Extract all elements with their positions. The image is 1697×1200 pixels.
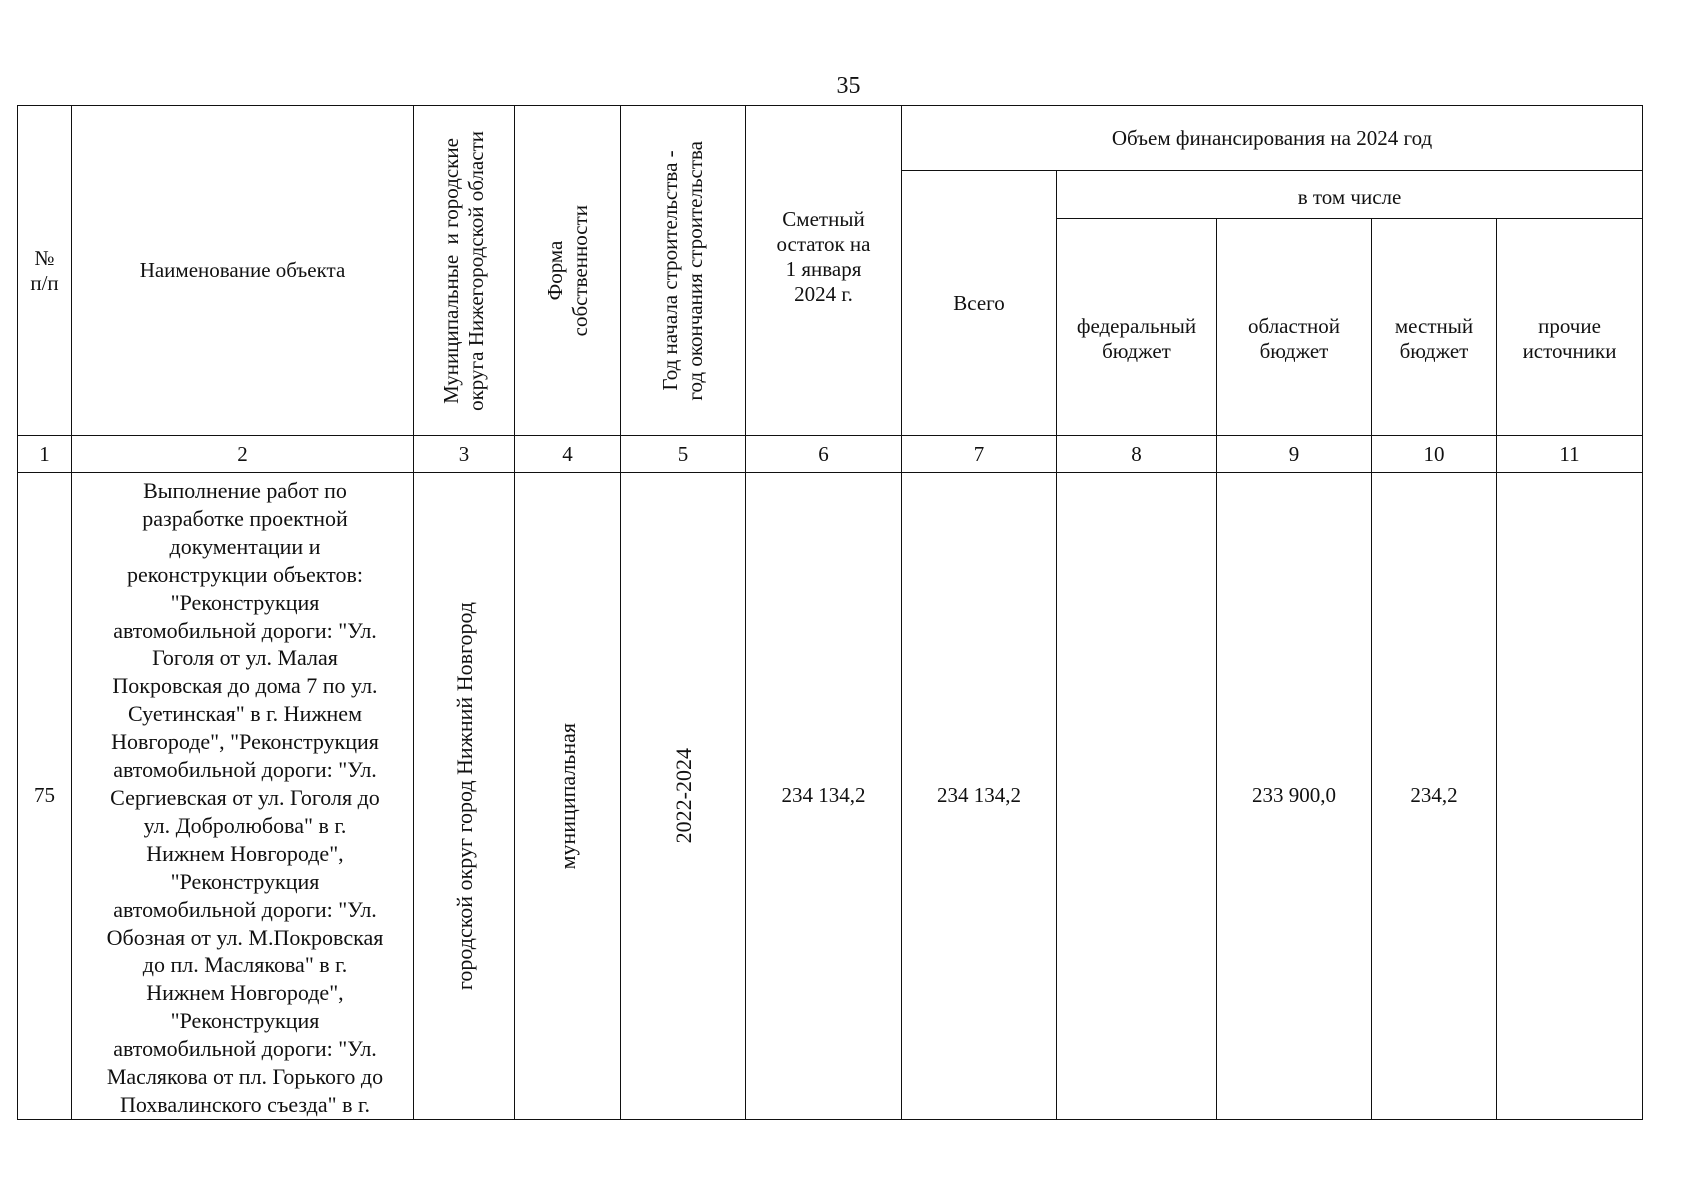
row-other [1497, 473, 1643, 1120]
column-number: 11 [1497, 436, 1643, 473]
row-name-cell [72, 473, 414, 1120]
column-number-row [18, 436, 1643, 473]
header-local-label: местный бюджет [1394, 314, 1474, 363]
header-including-label: в том числе [1297, 185, 1402, 209]
column-number: 9 [1217, 436, 1372, 473]
header-total [902, 171, 1057, 436]
header-name [72, 106, 414, 436]
header-ownership-label: Форма собственности [542, 204, 592, 337]
header-regional-label: областной бюджет [1248, 314, 1340, 363]
header-municipality [414, 106, 515, 436]
header-regional [1217, 219, 1372, 436]
header-federal [1057, 219, 1217, 436]
header-other-label: прочие источники [1522, 314, 1617, 363]
header-ownership [515, 106, 621, 436]
header-funding-group-label: Объем финансирования на 2024 год [1111, 125, 1433, 150]
column-number: 8 [1057, 436, 1217, 473]
header-years-label: Год начала строительства - год окончания строительства [658, 140, 707, 401]
page-number: 35 [836, 73, 861, 99]
row-regional: 233 900,0 [1217, 473, 1372, 1120]
row-municipality-cell [414, 473, 515, 1120]
header-estimate-label: Сметный остаток на 1 января 2024 г. [776, 206, 871, 306]
row-years: 2022-2024 [670, 748, 696, 844]
row-ownership: муниципальная [555, 722, 580, 870]
header-total-label: Всего [953, 290, 1005, 315]
column-number: 7 [902, 436, 1057, 473]
column-number: 5 [621, 436, 746, 473]
header-federal-label: федеральный бюджет [1076, 314, 1197, 363]
header-local [1372, 219, 1497, 436]
row-estimate: 234 134,2 [746, 473, 902, 1120]
row-num: 75 [18, 473, 72, 1120]
row-total: 234 134,2 [902, 473, 1057, 1120]
column-number: 1 [18, 436, 72, 473]
investment-table [17, 105, 1643, 1120]
row-ownership-cell [515, 473, 621, 1120]
row-municipality: городской округ город Нижний Новгород [451, 601, 477, 990]
header-including [1057, 171, 1643, 219]
header-num [18, 106, 72, 436]
header-name-label: Наименование объекта [139, 258, 346, 282]
row-years-cell [621, 473, 746, 1120]
column-number: 3 [414, 436, 515, 473]
row-local: 234,2 [1372, 473, 1497, 1120]
header-num-label: № п/п [30, 245, 59, 295]
row-federal [1057, 473, 1217, 1120]
table-row [18, 473, 1643, 1120]
column-number: 6 [746, 436, 902, 473]
column-number: 2 [72, 436, 414, 473]
column-number: 10 [1372, 436, 1497, 473]
column-number: 4 [515, 436, 621, 473]
header-municipality-label: Муниципальные и городские округа Нижегородской области [439, 130, 488, 411]
row-name: Выполнение работ по разработке проектной документации и реконструкции объектов: "Реконструкция автомобильной дороги: "Ул. Гоголя от ул. Малая Покровская до дома 7 по ул. Суетинская" в г. Нижнем Новгороде", "Реконструкция автомобильной дороги: "Ул. Сергиевская от ул. Гоголя до ул. Добролюбова" в г. Нижнем Новгороде", "Реконструкция автомобильной дороги: "Ул. Обозная от ул. М.Покровская до пл. Маслякова" в г. Нижнем Новгороде", "Реконструкция автомобильной дороги: "Ул. Маслякова от пл. Горького до Похвалинского съезда" в г. [106, 478, 384, 1117]
header-other [1497, 219, 1643, 436]
header-years [621, 106, 746, 436]
header-funding-group [902, 106, 1643, 171]
header-estimate [746, 106, 902, 436]
